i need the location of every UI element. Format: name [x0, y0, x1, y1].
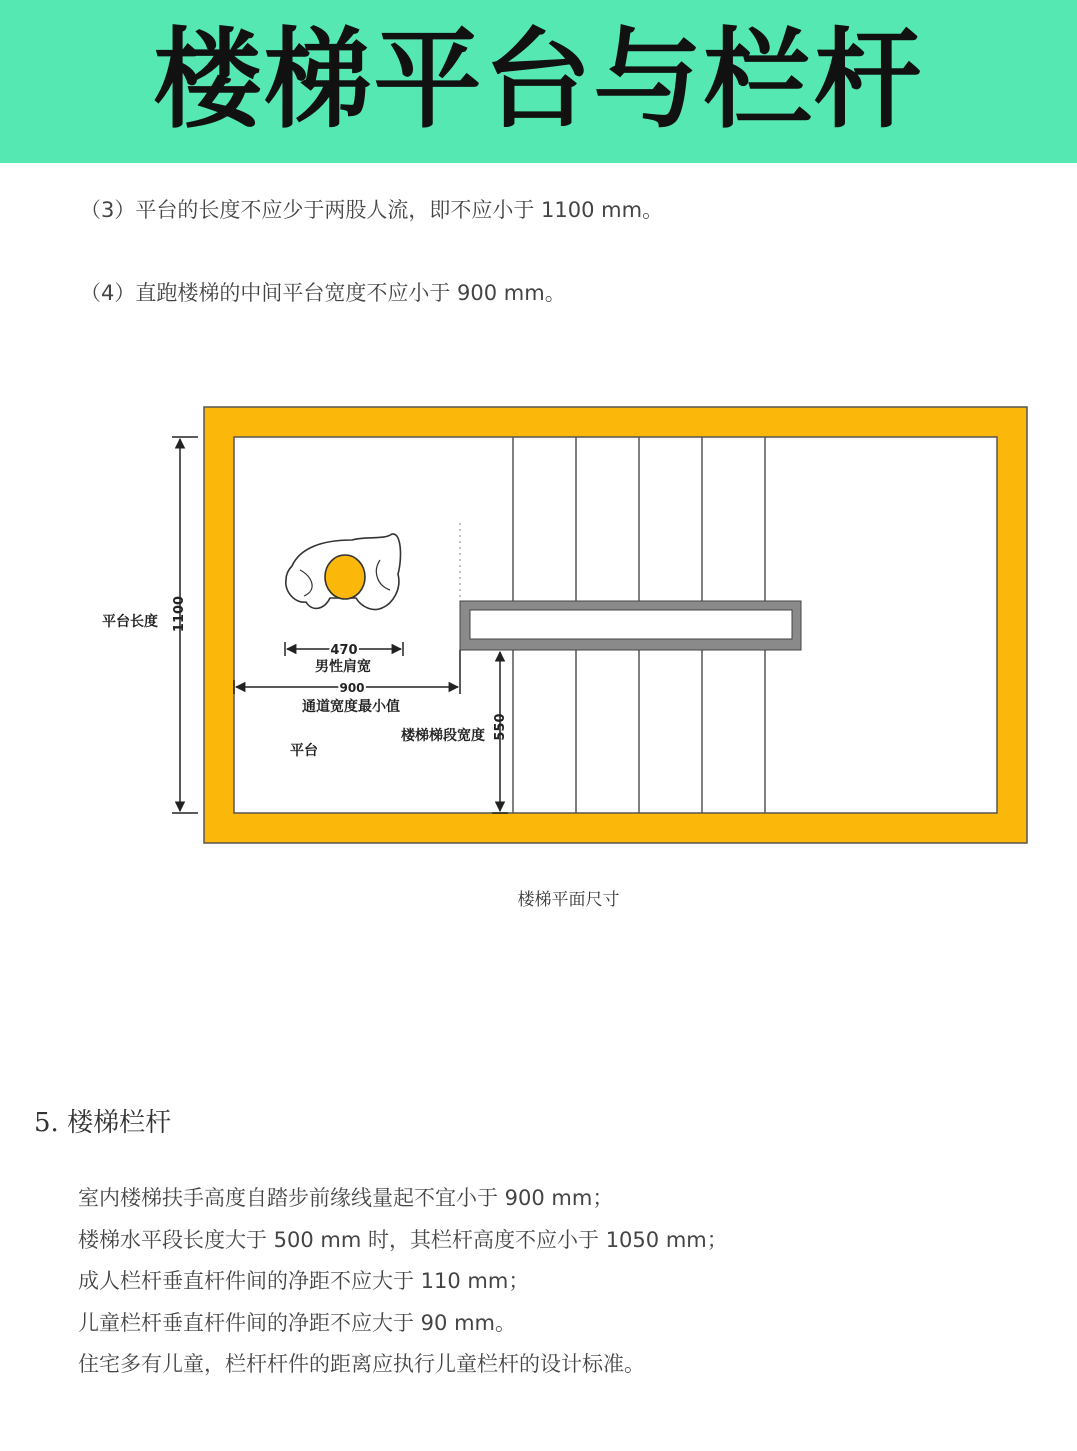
- label-platform-length: 平台长度: [102, 614, 158, 630]
- railing-rules-list: [78, 1178, 728, 1386]
- section-heading: 5. 楼梯栏杆: [34, 1108, 172, 1138]
- title-banner: [0, 0, 1077, 163]
- rule-item: 儿童栏杆垂直杆件间的净距不应大于 90 mm。: [78, 1310, 516, 1335]
- stair-plan-diagram: [0, 390, 1077, 860]
- value-passage-width: 900: [339, 681, 365, 695]
- rule-item: 楼梯水平段长度大于 500 mm 时，其栏杆高度不应小于 1050 mm；: [78, 1227, 728, 1252]
- value-shoulder-width: 470: [330, 643, 358, 658]
- label-passage-width: 通道宽度最小值: [302, 699, 400, 715]
- label-shoulder-width: 男性肩宽: [315, 659, 371, 675]
- value-flight-width: 550: [493, 713, 508, 741]
- paragraph-platform-length: （3）平台的长度不应少于两股人流，即不应小于 1100 mm。: [80, 198, 664, 222]
- label-platform: 平台: [290, 743, 318, 759]
- paragraph-platform-width: （4）直跑楼梯的中间平台宽度不应小于 900 mm。: [80, 281, 566, 305]
- page-title: 楼梯平台与栏杆: [153, 18, 924, 143]
- label-flight-width: 楼梯梯段宽度: [401, 728, 485, 744]
- diagram-caption: 楼梯平面尺寸: [517, 890, 620, 910]
- rule-item: 成人栏杆垂直杆件间的净距不应大于 110 mm；: [78, 1269, 530, 1293]
- value-platform-length: 1100: [172, 595, 187, 633]
- rule-item: 室内楼梯扶手高度自踏步前缘线量起不宜小于 900 mm；: [78, 1186, 614, 1210]
- rule-item: 住宅多有儿童，栏杆杆件的距离应执行儿童栏杆的设计标准。: [78, 1352, 645, 1376]
